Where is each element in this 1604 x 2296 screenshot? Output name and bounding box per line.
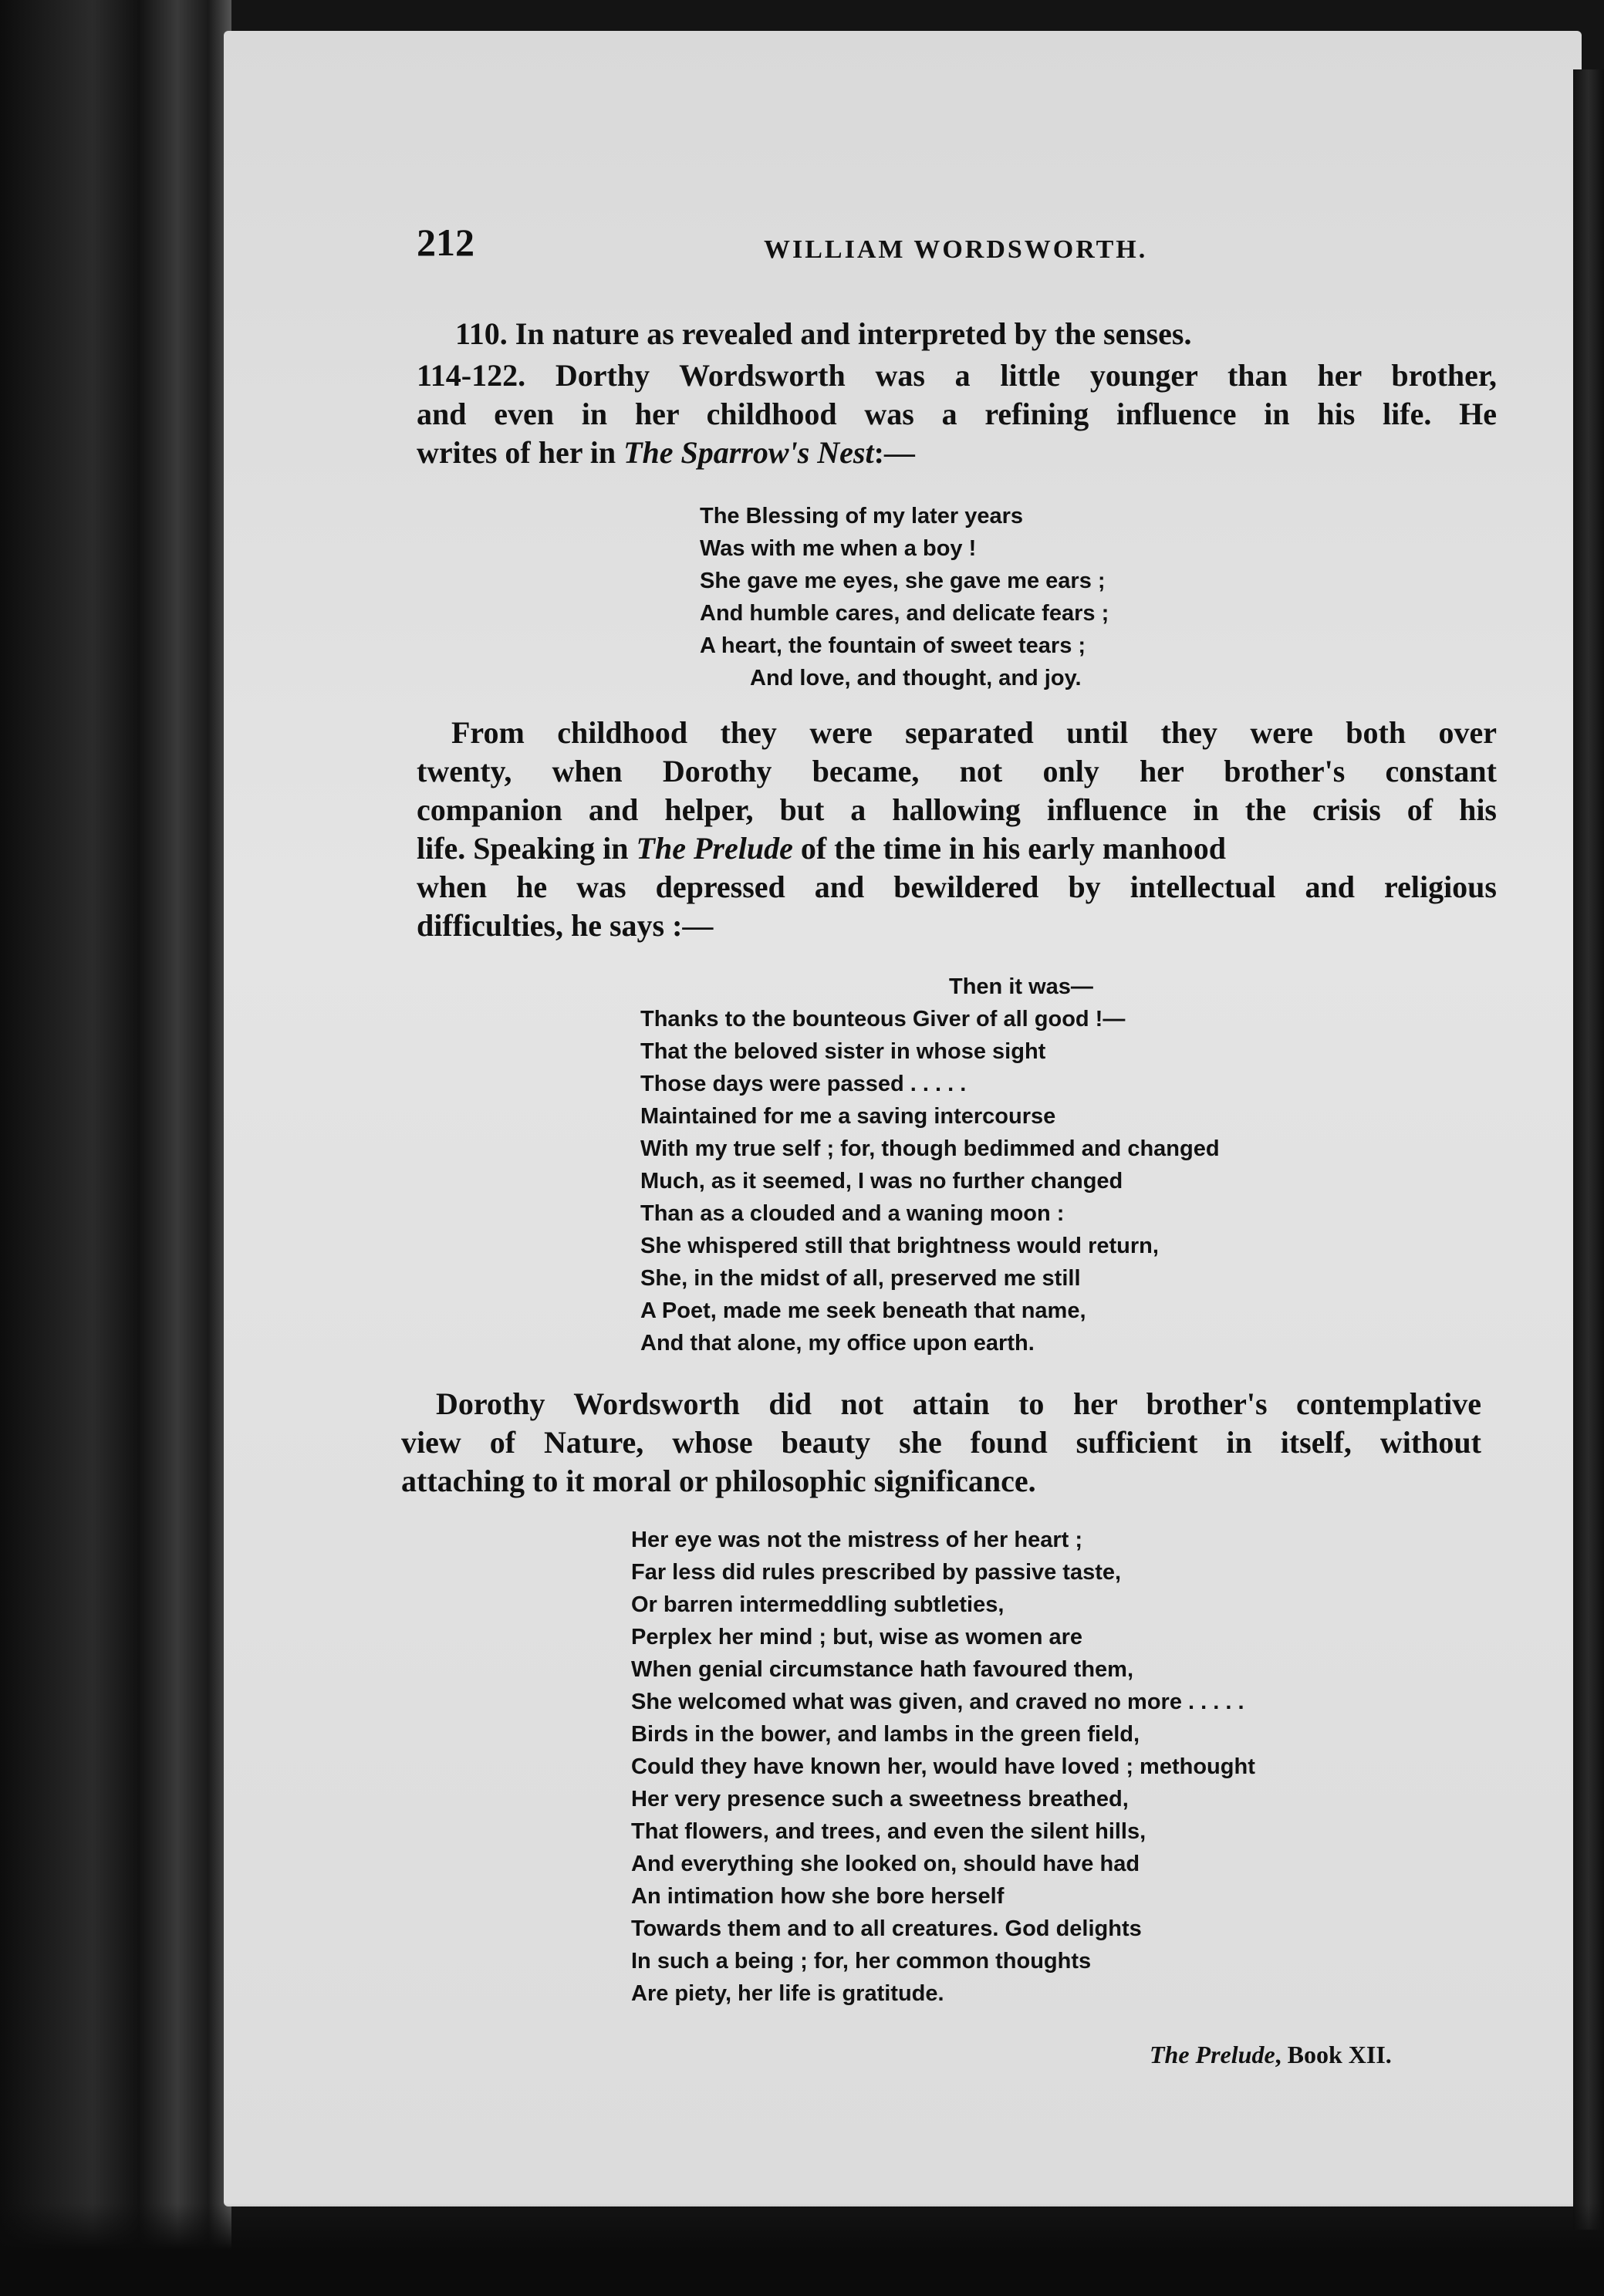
- para-line: companion and helper, but a hallowing influence in the crisis of his: [417, 792, 1497, 827]
- paragraph-view-of-nature: [401, 1385, 1481, 1501]
- verse-line: And that alone, my office upon earth.: [640, 1331, 1035, 1356]
- para-line: [417, 829, 1497, 868]
- verse-line: Was with me when a boy !: [700, 536, 977, 561]
- verse-line: Are piety, her life is gratitude.: [631, 1981, 944, 2006]
- note-110: [455, 315, 1191, 353]
- next-page-edge: [1573, 69, 1604, 2230]
- verse-line: Then it was—: [949, 974, 1093, 999]
- verse-line: And everything she looked on, should have had: [631, 1852, 1140, 1876]
- verse-line: And love, and thought, and joy.: [750, 666, 1082, 690]
- verse-line: She gave me eyes, she gave me ears ;: [700, 569, 1106, 593]
- verse-line: Thanks to the bounteous Giver of all good !—: [640, 1007, 1126, 1032]
- citation-title-italic: The Prelude: [1150, 2041, 1275, 2068]
- verse-line: When genial circumstance hath favoured them,: [631, 1657, 1134, 1682]
- verse-sparrows-nest: [700, 500, 1109, 694]
- verse-line: Maintained for me a saving intercourse: [640, 1104, 1056, 1129]
- verse-line: She welcomed what was given, and craved no more . . . . .: [631, 1690, 1244, 1714]
- para-line: twenty, when Dorothy became, not only her brother's constant: [417, 754, 1497, 788]
- para-line: Dorothy Wordsworth did not attain to her brother's contemplative: [436, 1386, 1481, 1421]
- verse-line: Her eye was not the mistress of her heart ;: [631, 1528, 1083, 1552]
- note-110-text: 110. In nature as revealed and interpreted by the senses.: [455, 316, 1192, 351]
- verse-prelude-excerpt-1: [640, 971, 1220, 1359]
- verse-line: And humble cares, and delicate fears ;: [700, 601, 1109, 626]
- running-head-title: WILLIAM WORDSWORTH.: [764, 235, 1148, 264]
- verse-line: Perplex her mind ; but, wise as women are: [631, 1625, 1083, 1649]
- para-line: attaching to it moral or philosophic significance.: [401, 1464, 1036, 1498]
- note-line-last: [417, 434, 1497, 472]
- para-line: From childhood they were separated until they were both over: [451, 715, 1497, 750]
- verse-line: Much, as it seemed, I was no further changed: [640, 1169, 1123, 1194]
- verse-line: An intimation how she bore herself: [631, 1884, 1005, 1909]
- verse-line: Birds in the bower, and lambs in the green field,: [631, 1722, 1140, 1747]
- citation-book: , Book XII.: [1275, 2041, 1392, 2068]
- verse-line: Could they have known her, would have loved ; methought: [631, 1754, 1255, 1779]
- verse-line: The Blessing of my later years: [700, 504, 1024, 528]
- verse-prelude-excerpt-2: [631, 1524, 1255, 2010]
- verse-line: A heart, the fountain of sweet tears ;: [700, 633, 1086, 658]
- verse-line: Far less did rules prescribed by passive taste,: [631, 1560, 1122, 1585]
- verse-line: In such a being ; for, her common thoughts: [631, 1949, 1092, 1974]
- source-citation: [1150, 2041, 1392, 2069]
- verse-line: With my true self ; for, though bedimmed and changed: [640, 1136, 1220, 1161]
- verse-line: Her very presence such a sweetness breathed,: [631, 1787, 1129, 1811]
- verse-line: Than as a clouded and a waning moon :: [640, 1201, 1065, 1226]
- verse-line: That flowers, and trees, and even the silent hills,: [631, 1819, 1146, 1844]
- poem-title-italic: The Sparrow's Nest: [623, 435, 874, 470]
- verse-line: She, in the midst of all, preserved me still: [640, 1266, 1081, 1291]
- para-text: of the time in his early manhood: [792, 831, 1226, 866]
- paragraph-childhood: [417, 714, 1497, 945]
- para-text: life. Speaking in: [417, 831, 637, 866]
- note-text: :—: [873, 435, 915, 470]
- verse-line: She whispered still that brightness would return,: [640, 1234, 1159, 1258]
- note-line: and even in her childhood was a refining influence in his life. He: [417, 397, 1497, 431]
- verse-line: Towards them and to all creatures. God delights: [631, 1916, 1142, 1941]
- note-114-122: [417, 356, 1497, 472]
- scan-bottom-shadow: [0, 2203, 1604, 2296]
- verse-line: Or barren intermeddling subtleties,: [631, 1592, 1005, 1617]
- page-number: 212: [417, 221, 474, 264]
- para-line: view of Nature, whose beauty she found sufficient in itself, without: [401, 1425, 1481, 1460]
- verse-line: Those days were passed . . . . .: [640, 1072, 967, 1096]
- para-line: difficulties, he says :—: [417, 908, 714, 943]
- verse-line: That the beloved sister in whose sight: [640, 1039, 1046, 1064]
- para-line: when he was depressed and bewildered by intellectual and religious: [417, 869, 1497, 904]
- note-text: writes of her in: [417, 435, 624, 470]
- prelude-title-italic: The Prelude: [636, 831, 793, 866]
- note-line: 114-122. Dorthy Wordsworth was a little younger than her brother,: [417, 358, 1497, 393]
- book-spine-edge: [0, 0, 231, 2296]
- verse-line: A Poet, made me seek beneath that name,: [640, 1298, 1086, 1323]
